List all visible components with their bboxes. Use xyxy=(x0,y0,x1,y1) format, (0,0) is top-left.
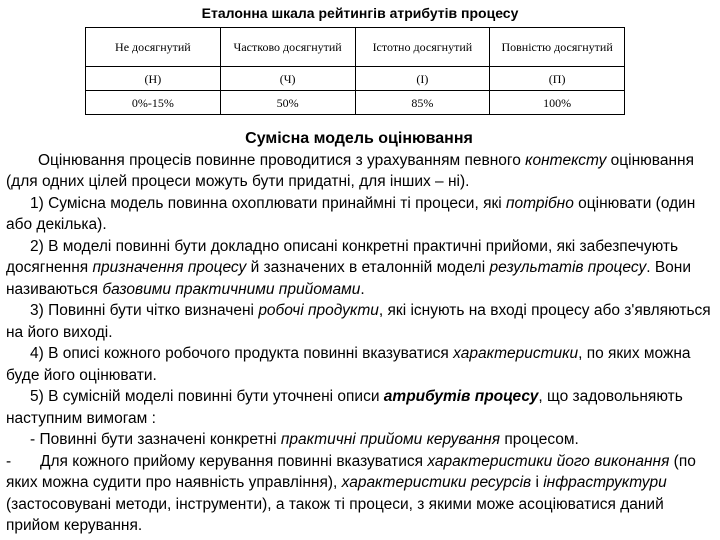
paragraph-context: Оцінювання процесів повинне проводитися з урахуванням певного контексту оцінювання (для одних цілей процеси можуть бути придатні, для інших – ні). xyxy=(6,151,695,190)
code-cell: (Н) xyxy=(86,67,221,91)
header-not-achieved: Не досягнутий xyxy=(86,28,221,67)
header-fully-achieved: Повністю досягнутий xyxy=(490,28,625,67)
paragraph-requirement-1: - Повинні бути зазначені конкретні практичні прийоми керування процесом. xyxy=(30,431,579,448)
paragraph-requirement-2: - Для кожного прийому керування повинні вказуватися характеристики його виконання (по яких можна судити про наявність управління), характеристики ресурсів і інфраструктури (застосовувані методи, інструменти), а також ті процеси, з якими може асоціюватися даний прийом керування. xyxy=(6,452,696,534)
range-cell: 85% xyxy=(355,91,490,115)
model-section xyxy=(6,128,712,537)
table-row xyxy=(86,67,625,91)
paragraph-point-3: 3) Повинні бути чітко визначені робочі продукти, які існують на вході процесу або з'являються на його виході. xyxy=(6,302,711,341)
range-cell: 0%-15% xyxy=(86,91,221,115)
table-row xyxy=(86,28,625,67)
header-partially-achieved: Частково досягнутий xyxy=(220,28,355,67)
header-largely-achieved: Істотно досягнутий xyxy=(355,28,490,67)
paragraph-point-5: 5) В сумісній моделі повинні бути уточнені описи атрибутів процесу, що задовольняють наступним вимогам : xyxy=(6,388,683,427)
paragraph-point-1: 1) Сумісна модель повинна охоплювати принаймні ті процеси, які потрібно оцінювати (один або декілька). xyxy=(6,194,696,233)
code-cell: (І) xyxy=(355,67,490,91)
range-cell: 100% xyxy=(490,91,625,115)
model-title: Сумісна модель оцінювання xyxy=(245,130,473,147)
scale-title: Еталонна шкала рейтингів атрибутів процесу xyxy=(201,5,519,21)
paragraph-point-2: 2) В моделі повинні бути докладно описані конкретні практичні прийоми, які забезпечують досягнення призначення процесу й зазначених в еталонній моделі результатів процесу. Вони називаються базовими практичними прийомами. xyxy=(6,237,691,298)
paragraph-point-4: 4) В описі кожного робочого продукта повинні вказуватися характеристики, по яких можна буде його оцінювати. xyxy=(6,345,691,384)
code-cell: (П) xyxy=(490,67,625,91)
code-cell: (Ч) xyxy=(220,67,355,91)
range-cell: 50% xyxy=(220,91,355,115)
table-row xyxy=(86,91,625,115)
rating-scale-table xyxy=(85,27,625,115)
